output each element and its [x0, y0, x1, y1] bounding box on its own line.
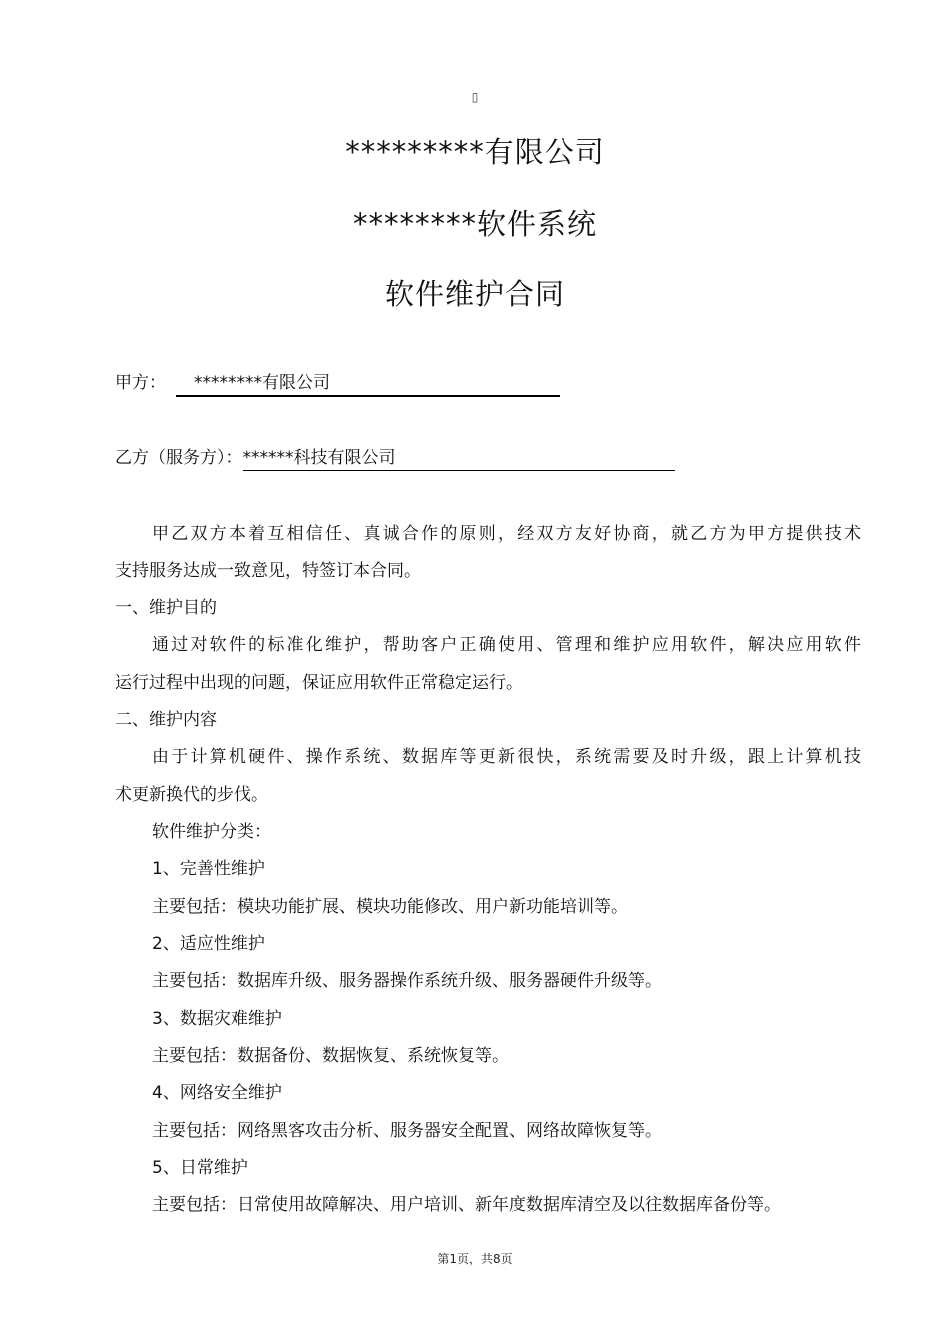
- section-1-line-2: 运行过程中出现的问题，保证应用软件正常稳定运行。: [115, 673, 523, 693]
- section-2-title: 二、维护内容: [115, 710, 217, 730]
- party-a: [115, 372, 560, 397]
- item-3-title: 3、数据灾难维护: [152, 1009, 282, 1029]
- item-1-title: 1、完善性维护: [152, 859, 265, 879]
- intro-line-1: 甲乙双方本着互相信任、真诚合作的原则，经双方友好协商，就乙方为甲方提供技术: [152, 524, 861, 544]
- party-b: [115, 447, 675, 471]
- title-contract: 软件维护合同: [384, 277, 565, 311]
- item-2-detail: 主要包括：数据库升级、服务器操作系统升级、服务器硬件升级等。: [152, 971, 662, 991]
- section-1-line-1: 通过对软件的标准化维护，帮助客户正确使用、管理和维护应用软件，解决应用软件: [152, 635, 861, 655]
- section-2-line-2: 术更新换代的步伐。: [115, 785, 268, 805]
- title-system: ********软件系统: [352, 207, 597, 241]
- section-1-title: 一、维护目的: [115, 598, 217, 618]
- page-footer: 第1页，共8页: [437, 1252, 513, 1266]
- item-4-title: 4、网络安全维护: [152, 1083, 282, 1103]
- party-b-value: ******科技有限公司: [243, 447, 675, 471]
- party-a-label: 甲方：: [115, 373, 166, 393]
- item-4-detail: 主要包括：网络黑客攻击分析、服务器安全配置、网络故障恢复等。: [152, 1121, 662, 1141]
- item-3-detail: 主要包括：数据备份、数据恢复、系统恢复等。: [152, 1046, 509, 1066]
- item-5-title: 5、日常维护: [152, 1158, 248, 1178]
- header-mark: ▯: [471, 90, 479, 104]
- item-5-detail: 主要包括：日常使用故障解决、用户培训、新年度数据库清空及以往数据库备份等。: [152, 1195, 781, 1215]
- title-company: *********有限公司: [345, 135, 605, 169]
- party-a-value: ********有限公司: [176, 372, 560, 397]
- category-heading: 软件维护分类：: [152, 822, 271, 842]
- item-2-title: 2、适应性维护: [152, 934, 265, 954]
- item-1-detail: 主要包括：模块功能扩展、模块功能修改、用户新功能培训等。: [152, 897, 628, 917]
- party-b-label: 乙方（服务方）：: [115, 448, 243, 468]
- section-2-line-1: 由于计算机硬件、操作系统、数据库等更新很快，系统需要及时升级，跟上计算机技: [152, 747, 861, 767]
- intro-line-2: 支持服务达成一致意见，特签订本合同。: [115, 561, 421, 581]
